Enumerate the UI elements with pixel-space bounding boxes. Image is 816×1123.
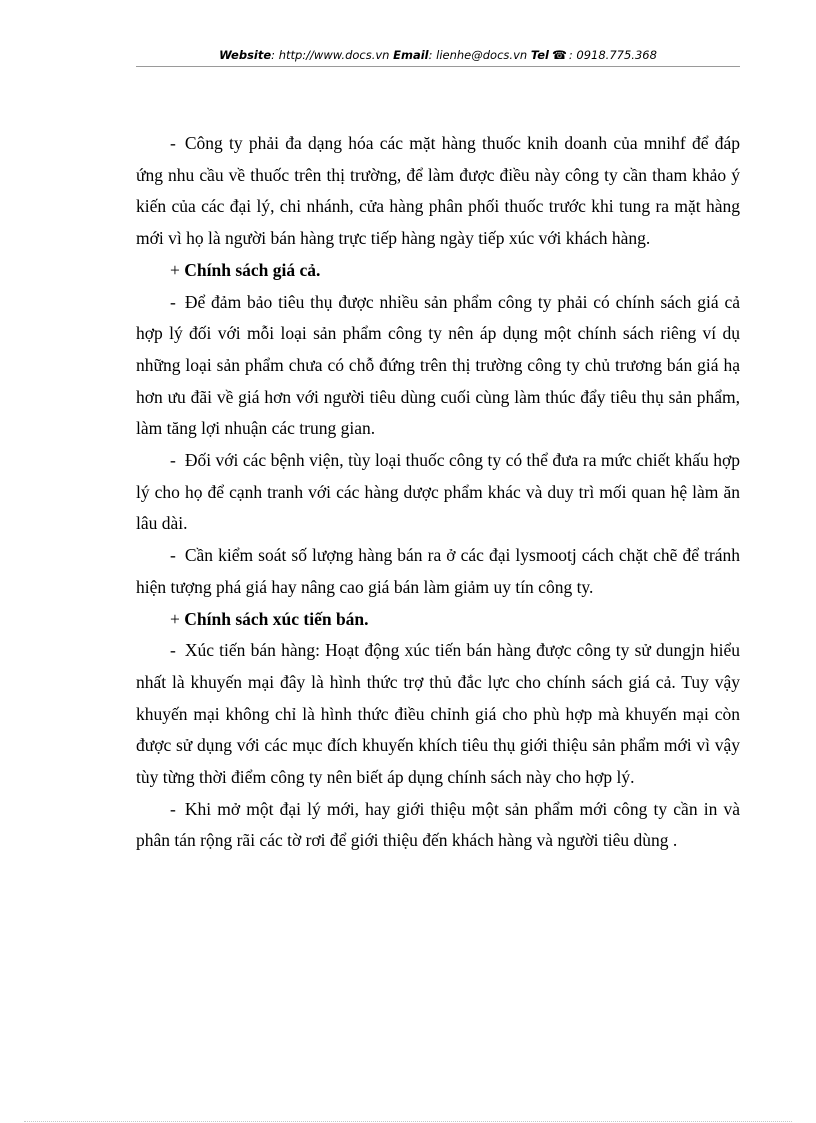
phone-icon: ☎ (551, 48, 567, 62)
bullet-plus: + (170, 259, 180, 280)
document-body (136, 128, 740, 857)
paragraph-text: Cần kiểm soát số lượng hàng bán ra ở các đại lysmootj cách chặt chẽ để tránh hiện tượng phá giá hay nâng cao giá bán làm giảm uy tín công ty. (136, 545, 740, 597)
section-heading-text: Chính sách xúc tiến bán. (184, 608, 369, 629)
bullet-dash: - (170, 640, 176, 661)
email-label: Email (393, 48, 429, 62)
bullet-dash: - (170, 291, 176, 312)
bullet-dash: - (170, 450, 176, 471)
section-heading (136, 255, 740, 287)
section-heading-text: Chính sách giá cả. (184, 259, 321, 280)
paragraph (136, 445, 740, 540)
paragraph (136, 128, 740, 255)
page-header (136, 48, 740, 62)
page-bottom-border (24, 1121, 792, 1122)
paragraph (136, 540, 740, 603)
email-address: : lienhe@docs.vn (428, 48, 528, 62)
paragraph (136, 635, 740, 794)
paragraph-text: Đối với các bệnh viện, tùy loại thuốc công ty có thể đưa ra mức chiết khấu hợp lý cho họ để cạnh tranh với các hàng dược phẩm khác và duy trì mối quan hệ làm ăn lâu dài. (136, 450, 740, 534)
header-divider (136, 66, 740, 67)
paragraph-text: Xúc tiến bán hàng: Hoạt động xúc tiến bán hàng được công ty sử dungjn hiểu nhất là khuyến mại đây là hình thức trợ thủ đắc lực cho chính sách giá cả. Tuy vậy khuyến mại không chỉ là hình thức điều chỉnh giá cho phù hợp mà khuyến mại còn được sử dụng với các mục đích khuyến khích tiêu thụ giới thiệu sản phẩm mới vì vậy tùy từng thời điểm công ty nên biết áp dụng chính sách này cho hợp lý. (136, 640, 740, 788)
paragraph-text: Để đảm bảo tiêu thụ được nhiều sản phẩm công ty phải có chính sách giá cả hợp lý đối với mỗi loại sản phẩm công ty nên áp dụng một chính sách riêng ví dụ những loại sản phẩm chưa có chỗ đứng trên thị trường công ty chủ trương bán giá hạ hơn ưu đãi về giá hơn với người tiêu dùng cuối cùng làm thúc đẩy tiêu thụ sản phẩm, làm tăng lợi nhuận các trung gian. (136, 291, 740, 439)
bullet-dash: - (170, 545, 176, 566)
bullet-dash: - (170, 798, 176, 819)
section-heading (136, 604, 740, 636)
tel-number: : 0918.775.368 (568, 48, 657, 62)
website-label: Website (219, 48, 272, 62)
paragraph (136, 794, 740, 857)
paragraph (136, 287, 740, 446)
bullet-dash: - (170, 133, 176, 153)
tel-label: Tel (530, 48, 549, 62)
paragraph-text: Công ty phải đa dạng hóa các mặt hàng thuốc knih doanh của mnihf để đáp ứng nhu cầu về thuốc trên thị trường, để làm được điều này công ty cần tham khảo ý kiến của các đại lý, chi nhánh, cửa hàng phân phối thuốc trước khi tung ra mặt hàng mới vì họ là người bán hàng trực tiếp hàng ngày tiếp xúc với khách hàng. (136, 133, 740, 249)
paragraph-text: Khi mở một đại lý mới, hay giới thiệu một sản phẩm mới công ty cần in và phân tán rộng rãi các tờ rơi để giới thiệu đến khách hàng và người tiêu dùng . (136, 798, 740, 851)
website-url: : http://www.docs.vn (271, 48, 390, 62)
bullet-plus: + (170, 608, 180, 629)
